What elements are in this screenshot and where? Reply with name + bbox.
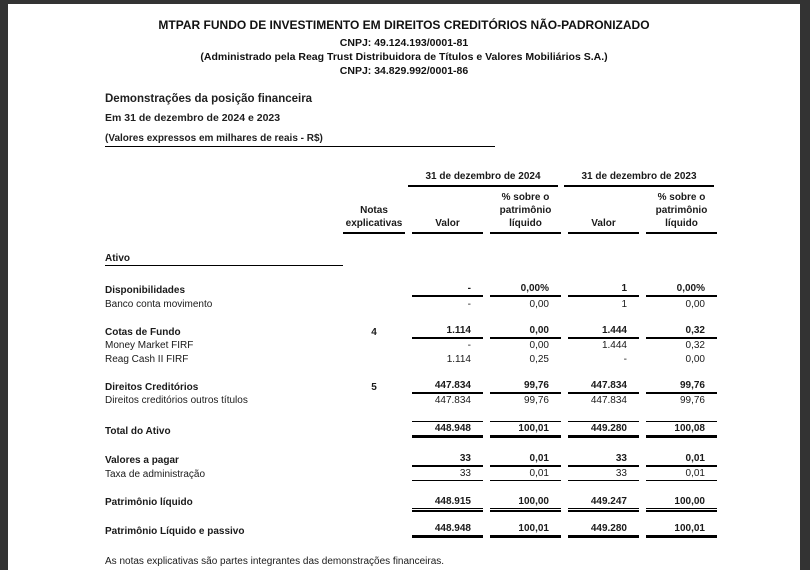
pct-2024: 0,00 <box>529 298 549 310</box>
row-label: Valores a pagar <box>105 455 179 466</box>
value-2024: 1.114 <box>412 324 483 339</box>
document-header <box>8 18 800 77</box>
table-row-direitos-creditorios <box>105 379 717 394</box>
row-label: Total do Ativo <box>105 426 171 437</box>
table-row-reag-cash-ii-firf <box>105 352 717 366</box>
table-row-total-do-ativo <box>105 421 717 438</box>
statement-date-line: Em 31 de dezembro de 2024 e 2023 <box>105 112 281 124</box>
pct-2023: 0,32 <box>646 324 717 339</box>
pct-2024: 100,01 <box>490 421 561 438</box>
value-2023: 447.834 <box>590 395 627 406</box>
value-2023: 1 <box>621 298 627 310</box>
pct-2023: 99,76 <box>679 395 705 406</box>
row-note <box>343 421 405 438</box>
value-column-header-2024: Valor <box>412 217 483 234</box>
value-2023: 1.444 <box>601 340 627 351</box>
table-row-taxa-de-administracao <box>105 467 717 481</box>
row-label: Patrimônio Líquido e passivo <box>105 526 245 537</box>
section-header-row <box>105 250 717 266</box>
value-2023: 449.280 <box>568 421 639 438</box>
value-column-header-2023: Valor <box>568 217 639 234</box>
financial-position-table <box>105 167 717 538</box>
value-2024: - <box>412 282 483 297</box>
pct-2024: 100,00 <box>490 495 561 509</box>
statement-title: Demonstrações da posição financeira <box>105 93 313 105</box>
administrator-line: (Administrado pela Reag Trust Distribuidora de Títulos e Valores Mobiliários S.A.) <box>200 51 608 63</box>
value-2024: 447.834 <box>434 395 471 406</box>
pct-2024: 0,00 <box>490 324 561 339</box>
value-2024: 448.948 <box>412 421 483 438</box>
pct-2024: 0,25 <box>529 353 549 365</box>
statement-heading <box>105 93 800 147</box>
currency-note: (Valores expressos em milhares de reais - R$) <box>105 133 495 147</box>
pct-2024: 100,01 <box>490 522 561 538</box>
value-2023: 447.834 <box>568 379 639 394</box>
pct-2024: 0,00% <box>490 282 561 297</box>
row-note <box>343 452 405 467</box>
section-label-ativo: Ativo <box>105 250 343 266</box>
fund-title: MTPAR FUNDO DE INVESTIMENTO EM DIREITOS CREDITÓRIOS NÃO-PADRONIZADO <box>158 18 650 32</box>
value-2023: 33 <box>568 467 639 481</box>
document-page <box>8 4 800 570</box>
pct-2024: 0,01 <box>490 467 561 481</box>
row-note <box>343 467 405 481</box>
group-header-2024: 31 de dezembro de 2024 <box>408 170 558 187</box>
administrator-cnpj: CNPJ: 34.829.992/0001-86 <box>339 65 469 77</box>
pct-2023: 0,00 <box>685 298 705 310</box>
pct-2024: 99,76 <box>523 395 549 406</box>
row-label: Disponibilidades <box>105 285 186 296</box>
table-row-direitos-creditorios-outros-titulos <box>105 394 717 408</box>
table-row-disponibilidades <box>105 282 717 297</box>
pct-2024: 0,00 <box>529 340 549 351</box>
column-group-header-row <box>105 167 717 187</box>
row-note <box>343 339 405 353</box>
value-2023: 449.247 <box>568 495 639 509</box>
value-2024: 447.834 <box>412 379 483 394</box>
pct-2023: 99,76 <box>646 379 717 394</box>
value-2024: 1.114 <box>446 353 471 365</box>
value-2024: - <box>467 340 471 351</box>
pct-2023: 0,01 <box>646 452 717 467</box>
fund-cnpj: CNPJ: 49.124.193/0001-81 <box>339 37 469 49</box>
pct-2023: 100,08 <box>646 421 717 438</box>
value-2024: 33 <box>412 452 483 467</box>
row-note <box>343 495 405 509</box>
row-label: Direitos creditórios outros títulos <box>105 395 248 406</box>
value-2024: 448.915 <box>412 495 483 509</box>
pct-column-header-2023: % sobre o patrimônio líquido <box>646 191 717 234</box>
row-label: Banco conta movimento <box>105 298 213 310</box>
value-2023: 1 <box>568 282 639 297</box>
row-note <box>343 352 405 366</box>
value-2023: - <box>623 353 627 365</box>
row-label: Patrimônio líquido <box>105 497 193 508</box>
row-label: Money Market FIRF <box>105 340 194 351</box>
row-note <box>343 282 405 297</box>
pct-2023: 100,00 <box>646 495 717 509</box>
value-2023: 33 <box>568 452 639 467</box>
table-row-cotas-de-fundo <box>105 324 717 339</box>
notes-column-header: Notas explicativas <box>343 204 405 234</box>
pct-2023: 0,00% <box>646 282 717 297</box>
group-header-2023: 31 de dezembro de 2023 <box>564 170 714 187</box>
pct-2023: 0,32 <box>685 340 705 351</box>
row-note <box>343 522 405 538</box>
pct-2023: 0,00 <box>685 353 705 365</box>
value-2024: 33 <box>412 467 483 481</box>
row-label: Cotas de Fundo <box>105 326 181 338</box>
value-2023: 449.280 <box>568 522 639 538</box>
value-2024: 448.948 <box>412 522 483 538</box>
table-row-patrimonio-liquido-e-passivo <box>105 522 717 538</box>
pct-2024: 0,01 <box>490 452 561 467</box>
pct-column-header-2024: % sobre o patrimônio líquido <box>490 191 561 234</box>
value-2024: - <box>467 298 471 310</box>
value-2023: 1.444 <box>568 324 639 339</box>
table-row-valores-a-pagar <box>105 452 717 467</box>
column-header-row <box>105 187 717 234</box>
pct-2023: 0,01 <box>646 467 717 481</box>
table-row-banco-conta-movimento <box>105 297 717 311</box>
table-row-money-market-firf <box>105 339 717 353</box>
row-note <box>343 394 405 408</box>
row-label: Reag Cash II FIRF <box>105 353 189 365</box>
row-label: Direitos Creditórios <box>105 381 199 393</box>
table-row-patrimonio-liquido <box>105 495 717 509</box>
pct-2023: 100,01 <box>646 522 717 538</box>
row-label: Taxa de administração <box>105 469 206 480</box>
explanatory-notes-footer: As notas explicativas são partes integrantes das demonstrações financeiras. <box>105 556 445 567</box>
row-note: 5 <box>371 381 377 393</box>
row-note <box>343 297 405 311</box>
pct-2024: 99,76 <box>490 379 561 394</box>
row-note: 4 <box>371 326 377 338</box>
